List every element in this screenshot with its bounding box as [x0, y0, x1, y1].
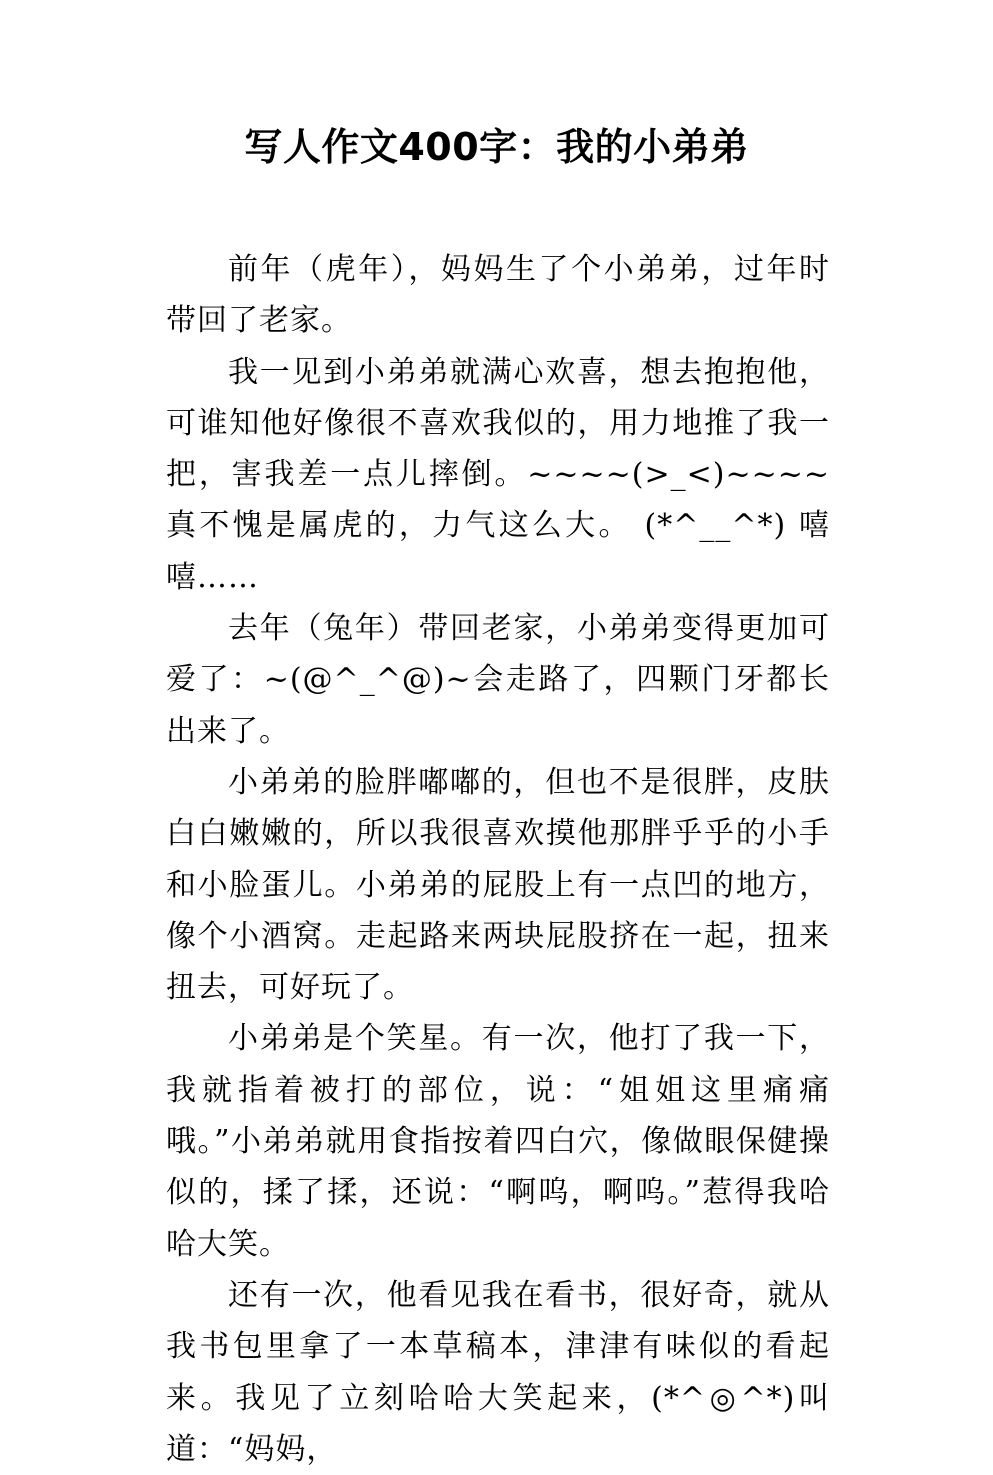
paragraph: 还有一次，他看见我在看书，很好奇，就从我书包里拿了一本草稿本，津津有味似的看起来。我见了立刻哈哈大笑起来，(*^◎^*)叫道：“妈妈，	[166, 1277, 830, 1467]
paragraph: 小弟弟的脸胖嘟嘟的，但也不是很胖，皮肤白白嫩嫩的，所以我很喜欢摸他那胖乎乎的小手和小脸蛋儿。小弟弟的屁股上有一点凹的地方，像个小酒窝。走起路来两块屁股挤在一起，扭来扭去，可好玩了。	[166, 764, 830, 1006]
document-body	[166, 244, 830, 1475]
paragraph: 小弟弟是个笑星。有一次，他打了我一下，我就指着被打的部位，说：“姐姐这里痛痛哦。”小弟弟就用食指按着四白穴，像做眼保健操似的，揉了揉，还说：“啊呜，啊呜。”惹得我哈哈大笑。	[166, 1021, 830, 1262]
document-title: 写人作文400字：我的小弟弟	[244, 125, 749, 169]
paragraph: 前年（虎年），妈妈生了个小弟弟，过年时带回了老家。	[166, 252, 830, 339]
paragraph: 去年（兔年）带回老家，小弟弟变得更加可爱了：~(@^_^@)~会走路了，四颗门牙都长出来了。	[166, 611, 830, 749]
paragraph: 我一见到小弟弟就满心欢喜，想去抱抱他，可谁知他好像很不喜欢我似的，用力地推了我一把，害我差一点儿摔倒。~~~~(>_<)~~~~真不愧是属虎的，力气这么大。 (*^__^*) 嘻嘻……	[166, 354, 830, 595]
